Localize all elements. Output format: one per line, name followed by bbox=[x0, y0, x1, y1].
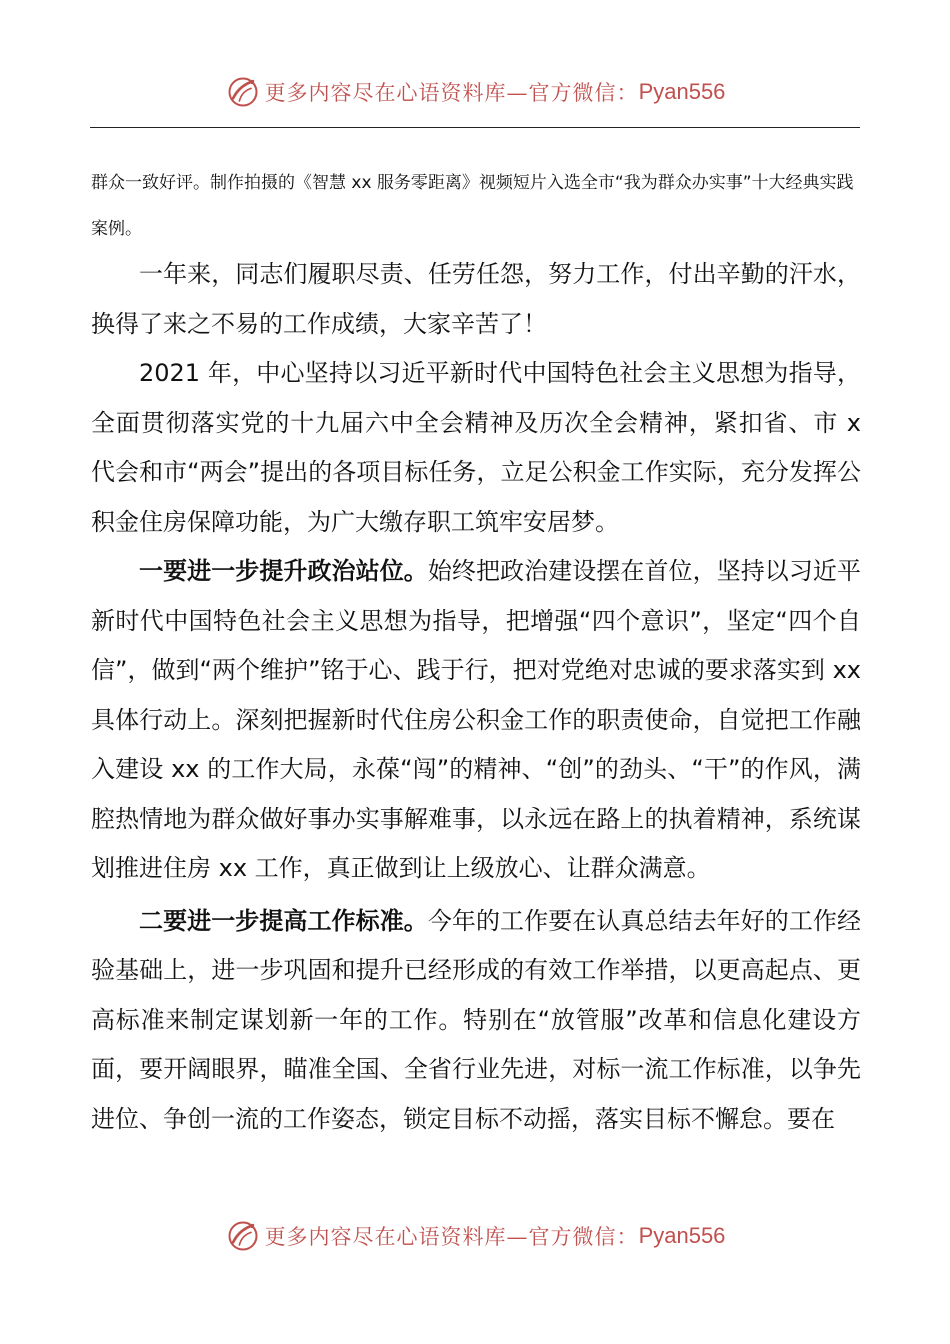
footer-wechat-id: Pyan556 bbox=[638, 1223, 726, 1248]
footer-text: 更多内容尽在心语资料库—官方微信： bbox=[264, 1225, 639, 1249]
paragraph-thanks bbox=[91, 250, 861, 349]
header-divider bbox=[90, 127, 860, 128]
paragraph-political-stance bbox=[91, 547, 861, 894]
paragraph-work-standard bbox=[91, 897, 861, 1145]
paragraph-lead: 一要进一步提升政治站位。 bbox=[139, 557, 428, 585]
paragraph-2021 bbox=[91, 349, 861, 547]
paragraph-text: 始终把政治建设摆在首位，坚持以习近平新时代中国特色社会主义思想为指导，把增强“四个意识”，坚定“四个自信”，做到“两个维护”铭于心、践于行，把对党绝对忠诚的要求落实到 xx 具体行动上。深刻把握新时代住房公积金工作的职责使命，自觉把工作融入建设 xx 的工作大局，永葆“闯”的精神、“创”的劲头、“干”的作风，满腔热情地为群众做好事办实事解难事，以永远在路上的执着精神，系统谋划推进住房 xx 工作，真正做到让上级放心、让群众满意。 bbox=[91, 557, 861, 882]
header-text: 更多内容尽在心语资料库—官方微信： bbox=[264, 81, 639, 105]
footer-banner bbox=[0, 1216, 950, 1256]
header-wechat-id: Pyan556 bbox=[638, 79, 726, 104]
paragraph-text: 2021 年，中心坚持以习近平新时代中国特色社会主义思想为指导，全面贯彻落实党的十九届六中全会精神及历次全会精神，紧扣省、市 x 代会和市“两会”提出的各项目标任务，立足公积金工作实际，充分发挥公积金住房保障功能，为广大缴存职工筑牢安居梦。 bbox=[91, 359, 861, 536]
intro-paragraph: 群众一致好评。制作拍摄的《智慧 xx 服务零距离》视频短片入选全市“我为群众办实事”十大经典实践案例。 bbox=[91, 173, 854, 239]
header-banner bbox=[0, 72, 950, 112]
brand-logo-icon bbox=[225, 74, 261, 110]
brand-logo-icon bbox=[225, 1218, 261, 1254]
paragraph-lead: 二要进一步提高工作标准。 bbox=[139, 906, 428, 935]
paragraph-text: 今年的工作要在认真总结去年好的工作经验基础上，进一步巩固和提升已经形成的有效工作举措，以更高起点、更高标准来制定谋划新一年的工作。特别在“放管服”改革和信息化建设方面，要开阔眼界，瞄准全国、全省行业先进，对标一流工作标准，以争先进位、争创一流的工作姿态，锁定目标不动摇，落实目标不懈怠。要在 bbox=[91, 906, 861, 1133]
paragraph-text: 一年来，同志们履职尽责、任劳任怨，努力工作，付出辛勤的汗水，换得了来之不易的工作成绩，大家辛苦了！ bbox=[91, 260, 861, 338]
body-text bbox=[91, 250, 861, 1144]
